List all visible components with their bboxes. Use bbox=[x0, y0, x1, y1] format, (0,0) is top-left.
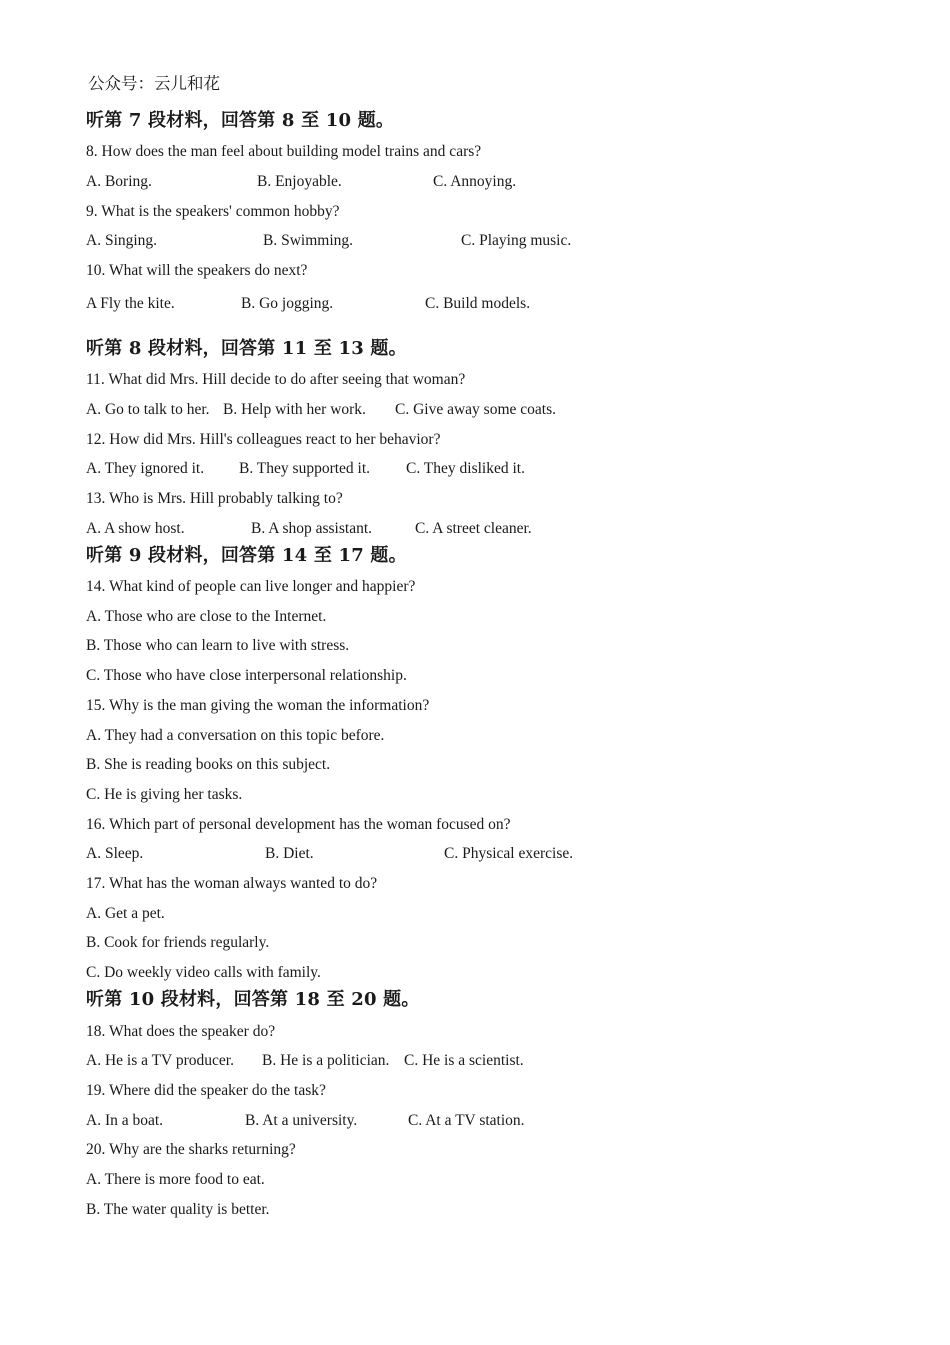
option-b: B. Swimming. bbox=[263, 232, 354, 249]
question-8: 8. How does the man feel about building model trains and cars? bbox=[86, 143, 482, 160]
option-c: C. Physical exercise. bbox=[444, 845, 574, 862]
question-13: 13. Who is Mrs. Hill probably talking to? bbox=[86, 490, 343, 507]
option-a: A. He is a TV producer. bbox=[86, 1052, 234, 1069]
option-c: C. Playing music. bbox=[461, 232, 572, 249]
option-a: A. In a boat. bbox=[86, 1112, 164, 1129]
option-c: C. At a TV station. bbox=[408, 1112, 525, 1129]
section-title-7: 听第 7 段材料，回答第 8 至 10 题。 bbox=[86, 110, 395, 131]
question-14: 14. What kind of people can live longer and happier? bbox=[86, 578, 416, 595]
section-title-9: 听第 9 段材料，回答第 14 至 17 题。 bbox=[86, 545, 407, 566]
option-a: A Fly the kite. bbox=[86, 295, 175, 312]
question-12: 12. How did Mrs. Hill's colleagues react to her behavior? bbox=[86, 431, 441, 448]
option-a: A. Singing. bbox=[86, 232, 158, 249]
option-b: B. At a university. bbox=[245, 1112, 358, 1129]
option-c: C. Build models. bbox=[425, 295, 531, 312]
question-18: 18. What does the speaker do? bbox=[86, 1023, 276, 1040]
option-a: A. They ignored it. bbox=[86, 460, 205, 477]
option-b: B. They supported it. bbox=[239, 460, 371, 477]
question-17: 17. What has the woman always wanted to do? bbox=[86, 875, 378, 892]
question-16: 16. Which part of personal development has the woman focused on? bbox=[86, 816, 511, 833]
option-a: A. Boring. bbox=[86, 173, 152, 190]
section-title-10: 听第 10 段材料，回答第 18 至 20 题。 bbox=[86, 989, 420, 1010]
option-c: C. Annoying. bbox=[433, 173, 517, 190]
option-b: B. A shop assistant. bbox=[251, 520, 373, 537]
option-15-a: A. They had a conversation on this topic before. bbox=[86, 727, 385, 744]
option-20-b: B. The water quality is better. bbox=[86, 1201, 270, 1218]
question-20: 20. Why are the sharks returning? bbox=[86, 1141, 296, 1158]
page-header: 公众号：云儿和花 bbox=[88, 74, 220, 93]
question-10: 10. What will the speakers do next? bbox=[86, 262, 308, 279]
option-17-b: B. Cook for friends regularly. bbox=[86, 934, 270, 951]
option-c: C. Give away some coats. bbox=[395, 401, 556, 418]
question-11: 11. What did Mrs. Hill decide to do after seeing that woman? bbox=[86, 371, 466, 388]
option-b: B. Diet. bbox=[265, 845, 314, 862]
option-a: A. Go to talk to her. bbox=[86, 401, 210, 418]
section-title-8: 听第 8 段材料，回答第 11 至 13 题。 bbox=[86, 338, 407, 359]
question-15: 15. Why is the man giving the woman the information? bbox=[86, 697, 430, 714]
option-17-a: A. Get a pet. bbox=[86, 905, 165, 922]
option-c: C. He is a scientist. bbox=[404, 1052, 524, 1069]
option-15-c: C. He is giving her tasks. bbox=[86, 786, 243, 803]
option-17-c: C. Do weekly video calls with family. bbox=[86, 964, 321, 981]
option-b: B. He is a politician. bbox=[262, 1052, 390, 1069]
option-b: B. Enjoyable. bbox=[257, 173, 342, 190]
option-a: A. A show host. bbox=[86, 520, 185, 537]
question-19: 19. Where did the speaker do the task? bbox=[86, 1082, 326, 1099]
option-c: C. A street cleaner. bbox=[415, 520, 532, 537]
option-b: B. Go jogging. bbox=[241, 295, 334, 312]
option-14-c: C. Those who have close interpersonal relationship. bbox=[86, 667, 407, 684]
option-a: A. Sleep. bbox=[86, 845, 144, 862]
option-14-b: B. Those who can learn to live with stress. bbox=[86, 637, 350, 654]
option-15-b: B. She is reading books on this subject. bbox=[86, 756, 331, 773]
option-20-a: A. There is more food to eat. bbox=[86, 1171, 265, 1188]
option-14-a: A. Those who are close to the Internet. bbox=[86, 608, 327, 625]
option-b: B. Help with her work. bbox=[223, 401, 366, 418]
option-c: C. They disliked it. bbox=[406, 460, 525, 477]
question-9: 9. What is the speakers' common hobby? bbox=[86, 203, 340, 220]
